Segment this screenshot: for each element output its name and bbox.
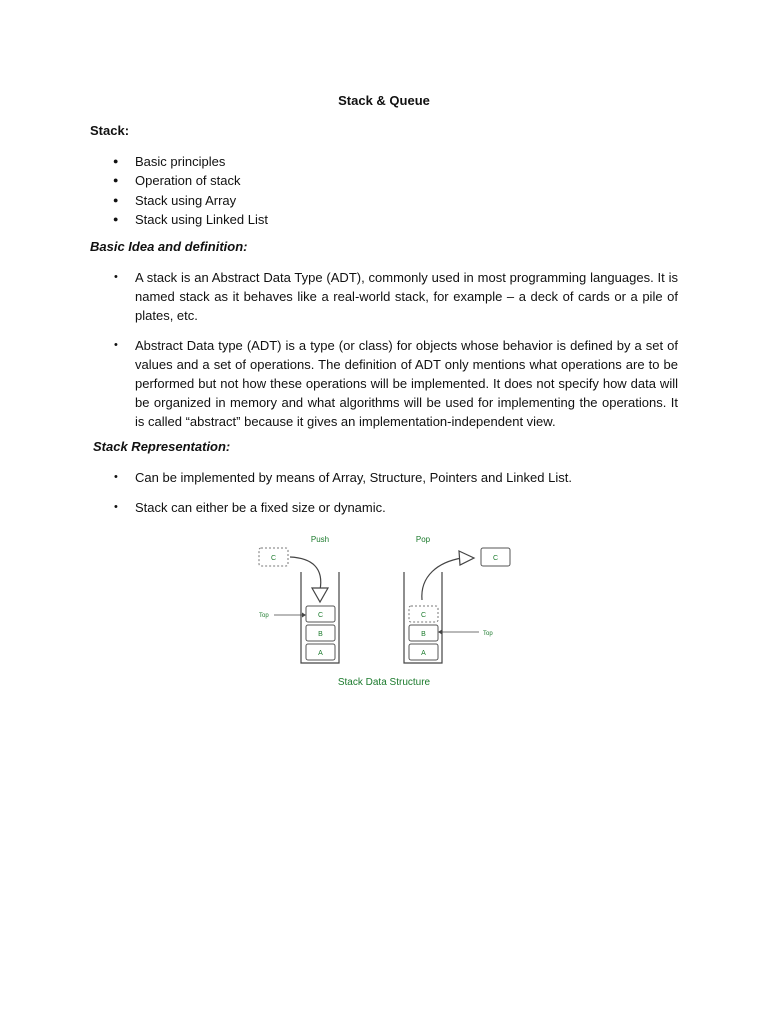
push-stack-item-label: A [318,650,323,657]
push-label: Push [310,535,330,544]
definition-paragraph: • A stack is an Abstract Data Type (ADT), commonly used in most programming languages. It is named stack as it behaves like a real-world stack, for example – a deck of cards or a pile of plates, etc. [135,268,678,325]
pop-stack-item-label: C [420,612,427,619]
pop-outgoing-label: C [492,555,499,562]
push-top-label: Top [259,613,269,619]
stack-diagram [250,528,520,693]
push-top-arrowhead-icon [302,613,306,618]
adt-paragraph: • Abstract Data type (ADT) is a type (or class) for objects whose behavior is defined by a set of values and a set of operations. The definition of ADT only mentions what operations are to be performed but not how these operations will be implemented. It does not specify how data will be organized in memory and what algorithms will be used for implementing the operations. It is called “abstract” because it gives an implementation-independent view. [135,336,678,431]
page-title: Stack & Queue [338,93,430,108]
pop-arrowhead-icon [459,551,474,565]
push-incoming-label: C [270,555,277,562]
pop-top-label: Top [483,631,493,637]
stack-heading: Stack: [90,123,130,138]
push-stack-item-label: C [317,612,324,619]
push-arrow-icon [290,557,321,590]
topic-list [90,152,268,229]
push-arrowhead-icon [312,588,328,602]
pop-label: Pop [415,535,431,544]
representation-item: • Stack can either be a fixed size or dynamic. [135,498,678,517]
basic-idea-heading: Basic Idea and definition: [90,239,248,254]
topic-item: ● Stack using Array [90,191,268,210]
pop-stack-item-label: A [421,650,426,657]
representation-heading: Stack Representation: [93,439,231,454]
pop-stack-item-label: B [421,631,426,638]
push-stack-item-label: B [318,631,323,638]
topic-item: ● Operation of stack [90,171,268,190]
representation-item: • Can be implemented by means of Array, Structure, Pointers and Linked List. [135,468,678,487]
topic-item: ● Stack using Linked List [90,210,268,229]
pop-top-arrowhead-icon [438,630,442,635]
topic-item: ● Basic principles [90,152,268,171]
diagram-caption: Stack Data Structure [337,677,431,688]
